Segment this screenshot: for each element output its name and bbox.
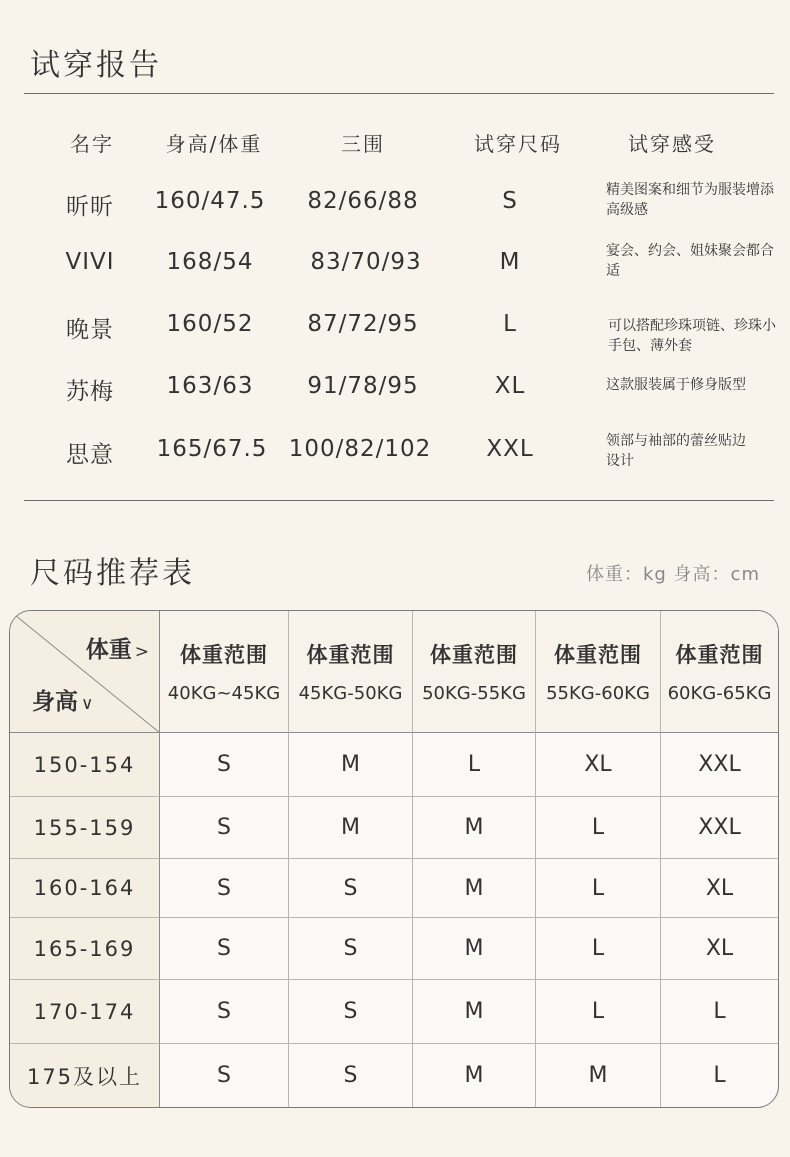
size-cell: XL [661,859,778,918]
row-name: 晚景 [66,317,114,343]
row-measurements: 83/70/93 [310,249,422,275]
corner-weight-label: 体重 > [85,637,149,663]
row-feeling: 精美图案和细节为服装增添高级感 [606,182,774,218]
size-cell: S [289,980,413,1044]
size-chart-table [9,610,779,1108]
size-cell: L [536,859,661,918]
report-row [0,365,790,415]
row-size: XL [494,373,526,399]
row-measurements: 100/82/102 [288,436,432,462]
size-cell: M [413,980,536,1044]
row-name: VIVI [65,249,115,275]
height-range-cell: 175及以上 [10,1044,160,1107]
table-corner [10,611,160,733]
row-measurements: 87/72/95 [307,311,419,337]
size-cell: S [160,859,289,918]
size-cell: M [536,1044,661,1107]
header-feeling: 试穿感受 [628,132,716,156]
report-row [0,180,790,230]
row-name: 思意 [66,442,114,468]
size-cell: XL [661,918,778,980]
unit-note: 体重：kg 身高：cm [585,564,760,585]
size-cell: M [413,918,536,980]
size-cell: S [289,918,413,980]
report-bottom-divider [24,500,774,501]
size-cell: M [413,1044,536,1107]
size-cell: M [413,859,536,918]
row-size: XXL [486,436,534,462]
height-range-cell: 160-164 [10,859,160,918]
row-feeling: 可以搭配珍珠项链、珍珠小手包、薄外套 [608,318,776,354]
size-cell: S [160,797,289,859]
column-header: 体重范围 55KG-60KG [536,611,661,733]
size-cell: XXL [661,733,778,797]
row-size: M [499,249,521,275]
row-name: 苏梅 [66,379,114,405]
size-cell: S [289,1044,413,1107]
report-row [0,303,790,353]
row-measurements: 82/66/88 [307,188,419,214]
header-name: 名字 [70,132,114,156]
size-cell: S [160,980,289,1044]
row-name: 昕昕 [66,194,114,220]
height-range-cell: 155-159 [10,797,160,859]
report-row [0,241,790,291]
report-title: 试穿报告 [30,48,162,83]
size-cell: S [289,859,413,918]
row-feeling: 领部与袖部的蕾丝贴边设计 [606,433,746,469]
row-feeling: 这款服装属于修身版型 [606,377,746,393]
row-size: L [503,311,517,337]
report-header-row [0,128,790,158]
size-cell: M [413,797,536,859]
height-range-cell: 150-154 [10,733,160,797]
row-height-weight: 160/47.5 [154,188,266,214]
size-cell: L [413,733,536,797]
size-cell: M [289,733,413,797]
size-cell: L [536,918,661,980]
size-cell: L [536,797,661,859]
size-cell: XXL [661,797,778,859]
size-cell: XL [536,733,661,797]
row-size: S [502,188,518,214]
size-cell: M [289,797,413,859]
column-header: 体重范围 50KG-55KG [413,611,536,733]
height-range-cell: 170-174 [10,980,160,1044]
header-height-weight: 身高/体重 [165,132,263,156]
size-cell: L [661,980,778,1044]
row-height-weight: 160/52 [166,311,254,337]
size-chart-title: 尺码推荐表 [30,556,195,591]
size-cell: S [160,733,289,797]
column-header: 体重范围 60KG-65KG [661,611,778,733]
size-cell: L [713,1063,726,1088]
row-height-weight: 165/67.5 [156,436,268,462]
header-measurements: 三围 [341,132,385,156]
row-feeling: 宴会、约会、姐妹聚会都合适 [606,243,774,279]
corner-height-label: 身高 ∨ [32,689,94,715]
row-measurements: 91/78/95 [307,373,419,399]
report-top-divider [24,93,774,94]
size-cell: S [160,1044,289,1107]
row-height-weight: 168/54 [166,249,254,275]
height-range-cell: 165-169 [10,918,160,980]
row-height-weight: 163/63 [166,373,254,399]
size-cell: L [536,980,661,1044]
header-size: 试穿尺码 [474,132,562,156]
column-header: 体重范围 45KG-50KG [289,611,413,733]
size-cell: S [160,918,289,980]
column-header: 体重范围 40KG~45KG [160,611,289,733]
report-row [0,428,790,478]
